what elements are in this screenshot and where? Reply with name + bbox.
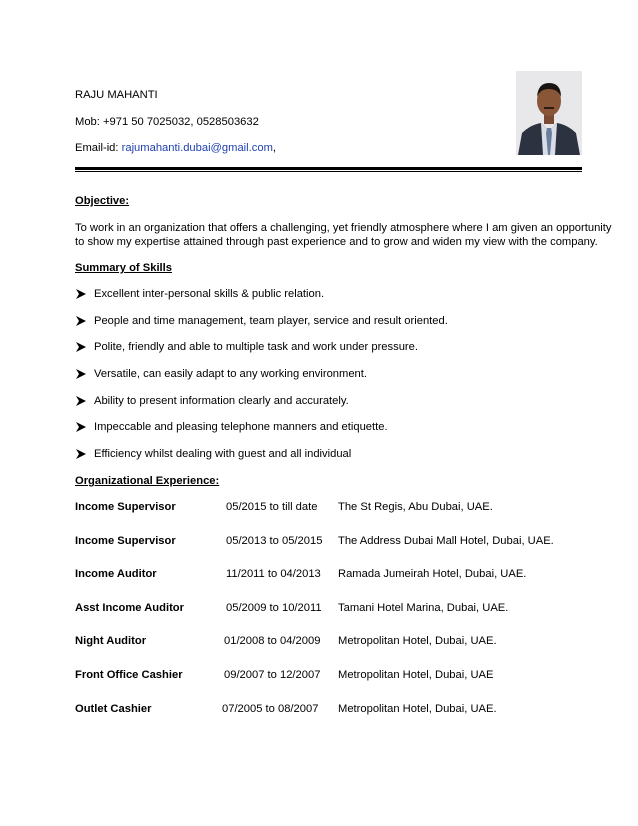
mobile-numbers: Mob: +971 50 7025032, 0528503632 bbox=[75, 116, 259, 128]
job-dates: 11/2011 to 04/2013 bbox=[226, 568, 321, 580]
job-title: Income Supervisor bbox=[75, 501, 176, 513]
job-place: Ramada Jumeirah Hotel, Dubai, UAE. bbox=[338, 568, 527, 580]
header-divider-thin bbox=[75, 171, 582, 172]
job-place: The Address Dubai Mall Hotel, Dubai, UAE. bbox=[338, 535, 554, 547]
job-dates: 05/2009 to 10/2011 bbox=[226, 602, 322, 614]
job-place: Metropolitan Hotel, Dubai, UAE. bbox=[338, 703, 497, 715]
arrow-bullet-icon bbox=[75, 315, 89, 329]
skill-item: Polite, friendly and able to multiple task and work under pressure. bbox=[94, 341, 418, 353]
job-title: Income Auditor bbox=[75, 568, 157, 580]
skill-item: Ability to present information clearly and accurately. bbox=[94, 395, 349, 407]
profile-photo bbox=[516, 71, 582, 155]
job-title: Night Auditor bbox=[75, 635, 147, 647]
arrow-bullet-icon bbox=[75, 448, 89, 462]
skill-item: Impeccable and pleasing telephone manners and etiquette. bbox=[94, 421, 388, 433]
job-title: Income Supervisor bbox=[75, 535, 176, 547]
candidate-name: RAJU MAHANTI bbox=[75, 89, 158, 101]
job-dates: 05/2013 to 05/2015 bbox=[226, 535, 323, 547]
objective-line-1: To work in an organization that offers a challenging, yet friendly atmosphere where I am given an opportunity bbox=[75, 222, 612, 234]
arrow-bullet-icon bbox=[75, 341, 89, 355]
job-dates: 05/2015 to till date bbox=[226, 501, 318, 513]
objective-heading: Objective: bbox=[75, 195, 130, 207]
job-title: Asst Income Auditor bbox=[75, 602, 184, 614]
skills-heading: Summary of Skills bbox=[75, 262, 172, 274]
job-place: Metropolitan Hotel, Dubai, UAE bbox=[338, 669, 494, 681]
skill-item: Excellent inter-personal skills & public relation. bbox=[94, 288, 325, 300]
job-dates: 01/2008 to 04/2009 bbox=[224, 635, 321, 647]
job-place: Tamani Hotel Marina, Dubai, UAE. bbox=[338, 602, 509, 614]
email-link[interactable]: rajumahanti.dubai@gmail.com bbox=[121, 142, 273, 154]
skill-item: Versatile, can easily adapt to any working environment. bbox=[94, 368, 368, 380]
job-place: The St Regis, Abu Dubai, UAE. bbox=[338, 501, 493, 513]
objective-line-2: to show my expertise attained through past experience and to grow and widen my view with the company. bbox=[75, 236, 598, 248]
arrow-bullet-icon bbox=[75, 421, 89, 435]
email-suffix: , bbox=[272, 142, 277, 154]
job-title: Outlet Cashier bbox=[75, 703, 152, 715]
header-divider-thick bbox=[75, 167, 582, 170]
skill-item: Efficiency whilst dealing with guest and all individual bbox=[94, 448, 352, 460]
arrow-bullet-icon bbox=[75, 368, 89, 382]
arrow-bullet-icon bbox=[75, 395, 89, 409]
job-place: Metropolitan Hotel, Dubai, UAE. bbox=[338, 635, 497, 647]
email-line bbox=[75, 141, 276, 155]
email-label: Email-id: bbox=[75, 142, 122, 154]
job-dates: 09/2007 to 12/2007 bbox=[224, 669, 321, 681]
arrow-bullet-icon bbox=[75, 288, 89, 302]
job-title: Front Office Cashier bbox=[75, 669, 183, 681]
experience-heading: Organizational Experience: bbox=[75, 475, 220, 487]
skill-item: People and time management, team player, service and result oriented. bbox=[94, 315, 448, 327]
job-dates: 07/2005 to 08/2007 bbox=[222, 703, 319, 715]
